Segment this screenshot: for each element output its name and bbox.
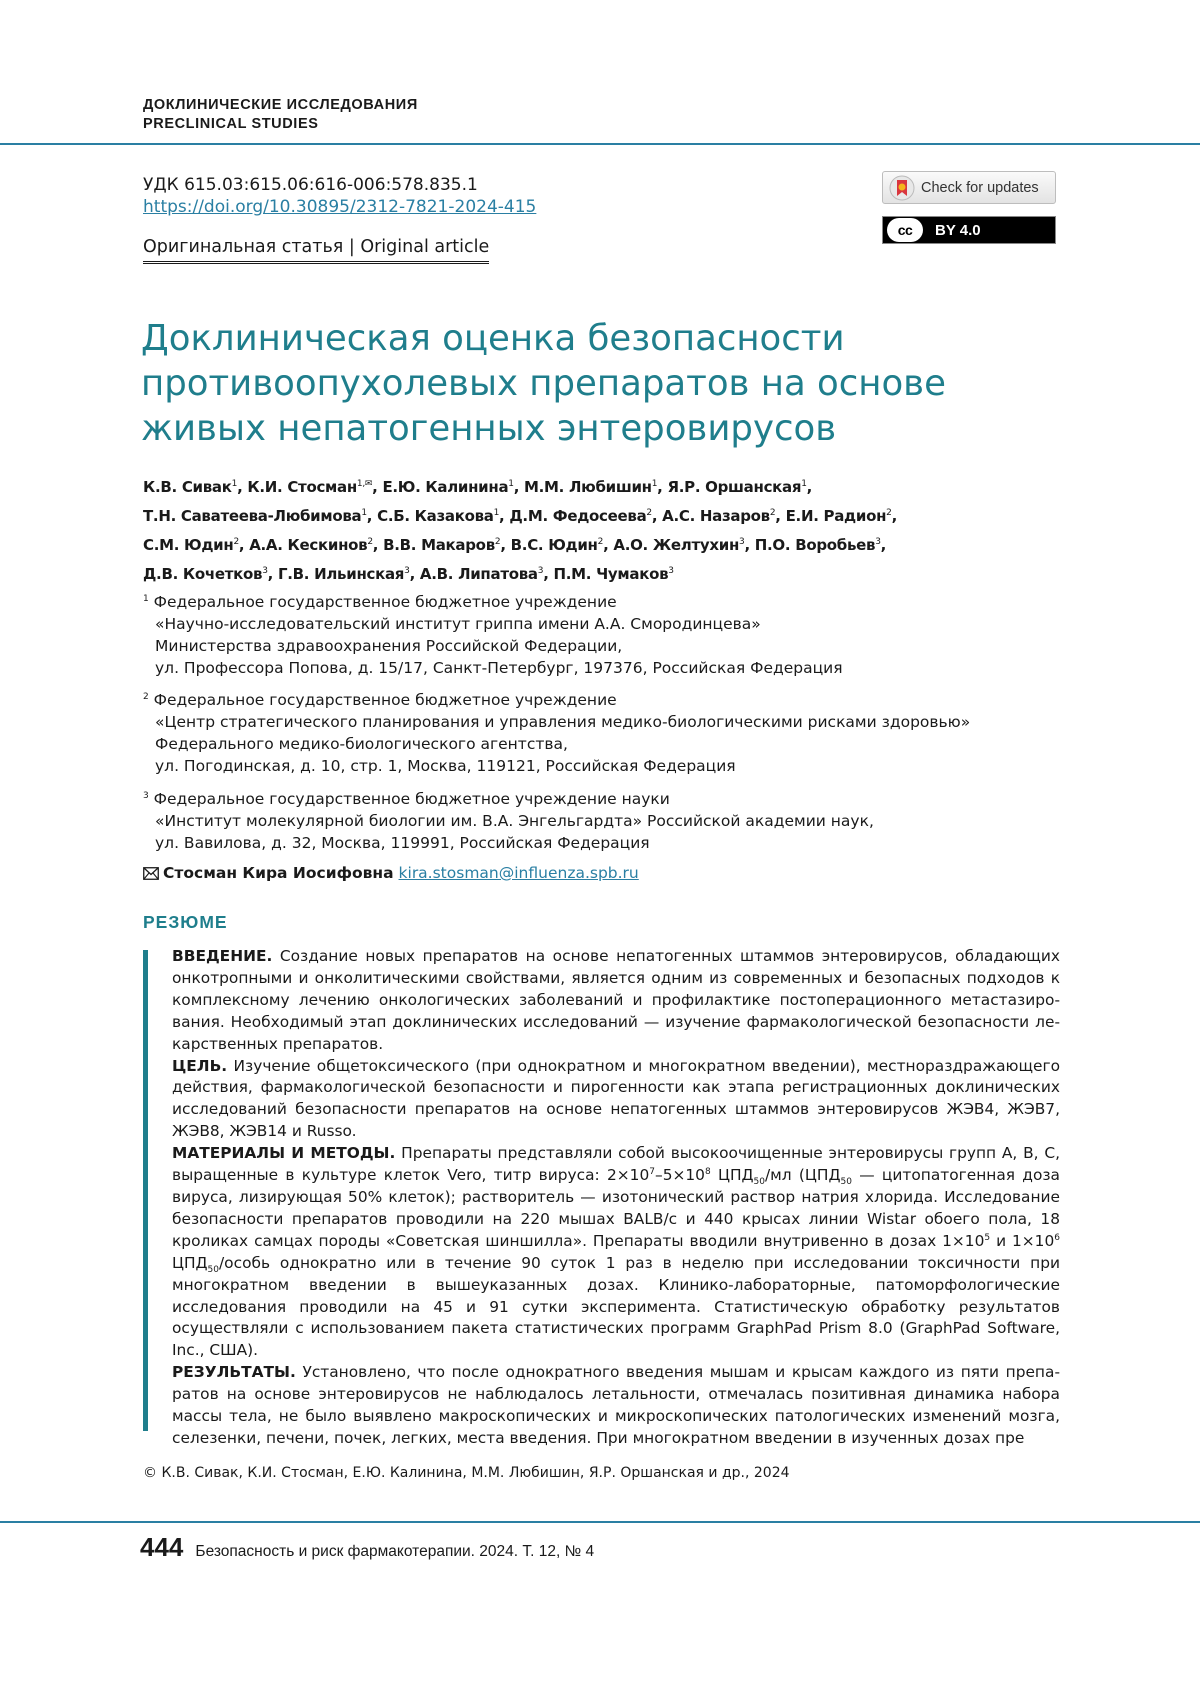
author-line: С.М. Юдин$^2$, А.А. Кескинов$^2$, В.В. Макаров$^2$, В.С. Юдин$^2$, А.О. Желтухин$^3$, П.О. Воробьев$^3$, [143,536,887,554]
author-name: К.И. Стосман [247,478,357,496]
license-badge[interactable] [882,216,1056,244]
check-updates-icon [889,175,915,201]
article-title [141,316,1121,451]
affiliation-number: 2 [143,692,149,702]
affiliation-2 [143,686,1143,777]
author-affiliation: 1 [651,479,658,489]
author-affiliation: 1 [361,508,367,518]
title-line: Доклиническая оценка безопасности [141,318,845,359]
author-name: А.В. Липатова [419,565,538,583]
exponent: 8 [704,1166,711,1177]
subscript: 50 [753,1177,765,1188]
author-line: Т.Н. Саватеева-Любимова$^1$, С.Б. Казакова$^1$, Д.М. Федосеева$^2$, А.С. Назаров$^2$, Е.И. Радион$^2$, [143,507,897,525]
title-line: противоопухолевых препаратов на основе [141,363,946,404]
abstract-text: Изучение общетоксического (при однократном и многократном введении), местнораздражающего действия, фармакологической безопасности и пирогенности как этапа регистрационных доклинических исследований безопасности препаратов на основе непатогенных штаммов энтеровирусов ЖЭВ4, ЖЭВ7, ЖЭВ8, ЖЭВ14 и Russo. [172,1056,1060,1141]
affiliation-number: 3 [143,791,149,801]
author-affiliation: 1,✉ [356,479,373,489]
section-header [143,96,418,134]
corresponding-author-name: Стосман Кира Иосифовна [163,864,394,882]
author-name: А.О. Желтухин [613,536,740,554]
author-affiliation: 1 [231,479,238,489]
footer-divider [0,1521,1200,1523]
affiliation-text: Федеральное государственное бюджетное учреждение науки [153,790,670,809]
page-footer [140,1532,594,1563]
abstract-label: МАТЕРИАЛЫ И МЕТОДЫ. [172,1144,396,1163]
author-name: Д.М. Федосеева [509,507,647,525]
affiliation-text: Федеральное государственное бюджетное учреждение [153,593,617,612]
corresponding-author [143,862,639,884]
author-line: К.В. Сивак$^1$, К.И. Стосман$^{1,✉}$, Е.Ю. Калинина$^1$, М.М. Любишин$^1$, Я.Р. Оршанская$^1$, [143,478,813,496]
author-affiliation: 3 [739,537,745,547]
author-name: С.М. Юдин [143,536,234,554]
creative-commons-icon: cc [887,218,923,242]
affiliation-line: Федерального медико-биологического агентства, [155,735,568,754]
subscript: 50 [840,1177,852,1188]
abstract-text: Препараты представляли собой высокоочищенные энтеровирусы групп А, В, С, выращенные в культуре клеток Vero, титр вируса: 2×10 [172,1144,1060,1185]
abstract-text: /мл (ЦПД [765,1166,841,1185]
affiliation-line: ул. Погодинская, д. 10, стр. 1, Москва, 119121, Российская Федерация [155,757,736,776]
abstract-aim [172,1056,1060,1144]
section-title-ru: ДОКЛИНИЧЕСКИЕ ИССЛЕДОВАНИЯ [143,97,418,113]
author-affiliation: 2 [886,508,892,518]
abstract-text: /особь однократно или в течение 90 суток 1 раз в неделю при исследовании токсичности при многократном введении в вышеуказанных дозах. Клинико-лабораторные, патоморфологические исследования проводили на 45 и 91 сутки эксперимента. Статистическую обработку результатов осуществляли с использованием пакета статистических программ GraphPad Prism 8.0 (GraphPad Software, Inc., США). [172,1253,1060,1360]
abstract-text: –5×10 [655,1166,705,1185]
author-name: Е.Ю. Калинина [382,478,509,496]
author-name: В.С. Юдин [510,536,598,554]
affiliation-3 [143,785,1143,854]
affiliation-line: «Институт молекулярной биологии им. В.А. Энгельгардта» Российской академии наук, [155,812,874,831]
article-type: Оригинальная статья | Original article [143,235,489,264]
author-affiliation: 2 [646,508,652,518]
author-name: Д.В. Кочетков [143,565,263,583]
section-title-en: PRECLINICAL STUDIES [143,116,319,132]
check-updates-label: Check for updates [921,179,1039,196]
title-line: живых непатогенных энтеровирусов [141,408,837,449]
affiliation-line: «Центр стратегического планирования и управления медико-биологическими рисками здоровью» [155,713,971,732]
author-name: В.В. Макаров [383,536,495,554]
abstract-text: Установлено, что после однократного введения мышам и крысам каждого из пяти препаратов на основе энтеровирусов не наблюдалось летальности, отмечалась позитивная динамика набора массы тела, не было выявлено макроскопических и микроскопических патологических изменений мозга, селезенки, печени, почек, легких, места введения. При многократном введении в изученных дозах пре [172,1363,1060,1447]
author-affiliation: 1 [508,479,514,489]
affiliation-line: Министерства здравоохранения Российской Федерации, [155,637,623,656]
abstract-label: ЦЕЛЬ. [172,1056,228,1075]
doi-link[interactable]: https://doi.org/10.30895/2312-7821-2024-415 [143,197,537,217]
author-name: П.М. Чумаков [553,565,669,583]
abstract-text: Создание новых препаратов на основе непатогенных штаммов энтеровирусов, обладающих онкотропными и онколитическими свойствами, является одним из современных и безопасных подходов к комплексному лечению онкологических заболеваний и профилактике постоперационного метастазирования. Необходимый этап доклинических исследований — изучение фармакологической безопасности лекарственных препаратов. [172,947,1060,1053]
affiliation-line: ул. Вавилова, д. 32, Москва, 119991, Российская Федерация [155,834,650,853]
exponent: 7 [649,1166,655,1177]
author-name: П.О. Воробьев [754,536,876,554]
envelope-icon [143,867,159,880]
affiliation-line [143,588,1143,613]
abstract [172,946,1060,1450]
abstract-label: РЕЗУЛЬТАТЫ. [172,1363,296,1382]
author-affiliation: 2 [769,508,776,518]
author-affiliation: 3 [404,566,410,576]
abstract-text: ЦПД [172,1253,208,1272]
author-affiliation: 2 [233,537,239,547]
affiliation-text: Федеральное государственное бюджетное учреждение [153,691,617,710]
author-affiliation: 2 [494,537,501,547]
author-name: Т.Н. Саватеева-Любимова [143,507,362,525]
author-affiliation: 3 [262,566,268,576]
abstract-text: ЦПД [710,1166,754,1185]
corresponding-email-link[interactable]: kira.stosman@influenza.spb.ru [398,864,639,882]
author-name: Я.Р. Оршанская [667,478,802,496]
author-affiliation: 2 [367,537,373,547]
author-name: Г.В. Ильинская [278,565,405,583]
author-affiliation: 2 [597,537,604,547]
affiliation-line [143,686,1143,711]
abstract-accent-bar [143,950,148,1431]
author-name: М.М. Любишин [524,478,652,496]
exponent: 6 [1054,1232,1060,1243]
author-affiliation: 1 [493,508,500,518]
author-affiliation: 3 [875,537,881,547]
author-affiliation: 1 [801,479,807,489]
abstract-text: и 1×10 [990,1231,1055,1250]
page-number: 444 [140,1532,184,1562]
license-label: BY 4.0 [935,221,981,239]
abstract-introduction [172,946,1060,1056]
copyright-notice: © К.В. Сивак, К.И. Стосман, Е.Ю. Калинина, М.М. Любишин, Я.Р. Оршанская и др., 2024 [143,1465,790,1481]
author-name: Е.И. Радион [785,507,887,525]
article-meta [143,174,536,218]
udc-code: УДК 615.03:615.06:616-006:578.835.1 [143,175,478,195]
summary-heading: РЕЗЮМЕ [143,912,228,932]
abstract-results [172,1362,1060,1450]
affiliation-1 [143,588,1143,679]
header-divider [0,143,1200,145]
affiliation-line: «Научно-исследовательский институт гриппа имени А.А. Смородинцева» [155,615,761,634]
affiliation-number: 1 [143,594,149,604]
affiliation-line: ул. Профессора Попова, д. 15/17, Санкт-Петербург, 197376, Российская Федерация [155,659,843,678]
author-line: Д.В. Кочетков$^3$, Г.В. Ильинская$^3$, А.В. Липатова$^3$, П.М. Чумаков$^3$ [143,565,674,583]
author-affiliation: 3 [537,566,544,576]
author-affiliation: 3 [668,566,674,576]
author-name: А.А. Кескинов [249,536,368,554]
subscript: 50 [207,1264,219,1275]
check-for-updates-button[interactable] [882,171,1056,204]
author-name: К.В. Сивак [143,478,232,496]
journal-citation: Безопасность и риск фармакотерапии. 2024. Т. 12, № 4 [195,1543,595,1560]
exponent: 5 [984,1232,991,1243]
abstract-label: ВВЕДЕНИЕ. [172,947,273,965]
abstract-text: — цитопатогенная доза вируса, лизирующая 50% клеток); растворитель — изотонический раствор натрия хлорида. Исследование безопасности препаратов проводили на 220 мышах BALB/c и 440 крысах линии Wistar обоего пола, 18 кроликах самцах породы «Советская шиншилла». Препараты вводили внутривенно в дозах 1×10 [172,1166,1060,1250]
author-name: С.Б. Казакова [377,507,494,525]
abstract-methods [172,1143,1060,1362]
affiliation-line [143,785,1143,810]
author-name: А.С. Назаров [662,507,770,525]
author-list [143,471,1143,587]
